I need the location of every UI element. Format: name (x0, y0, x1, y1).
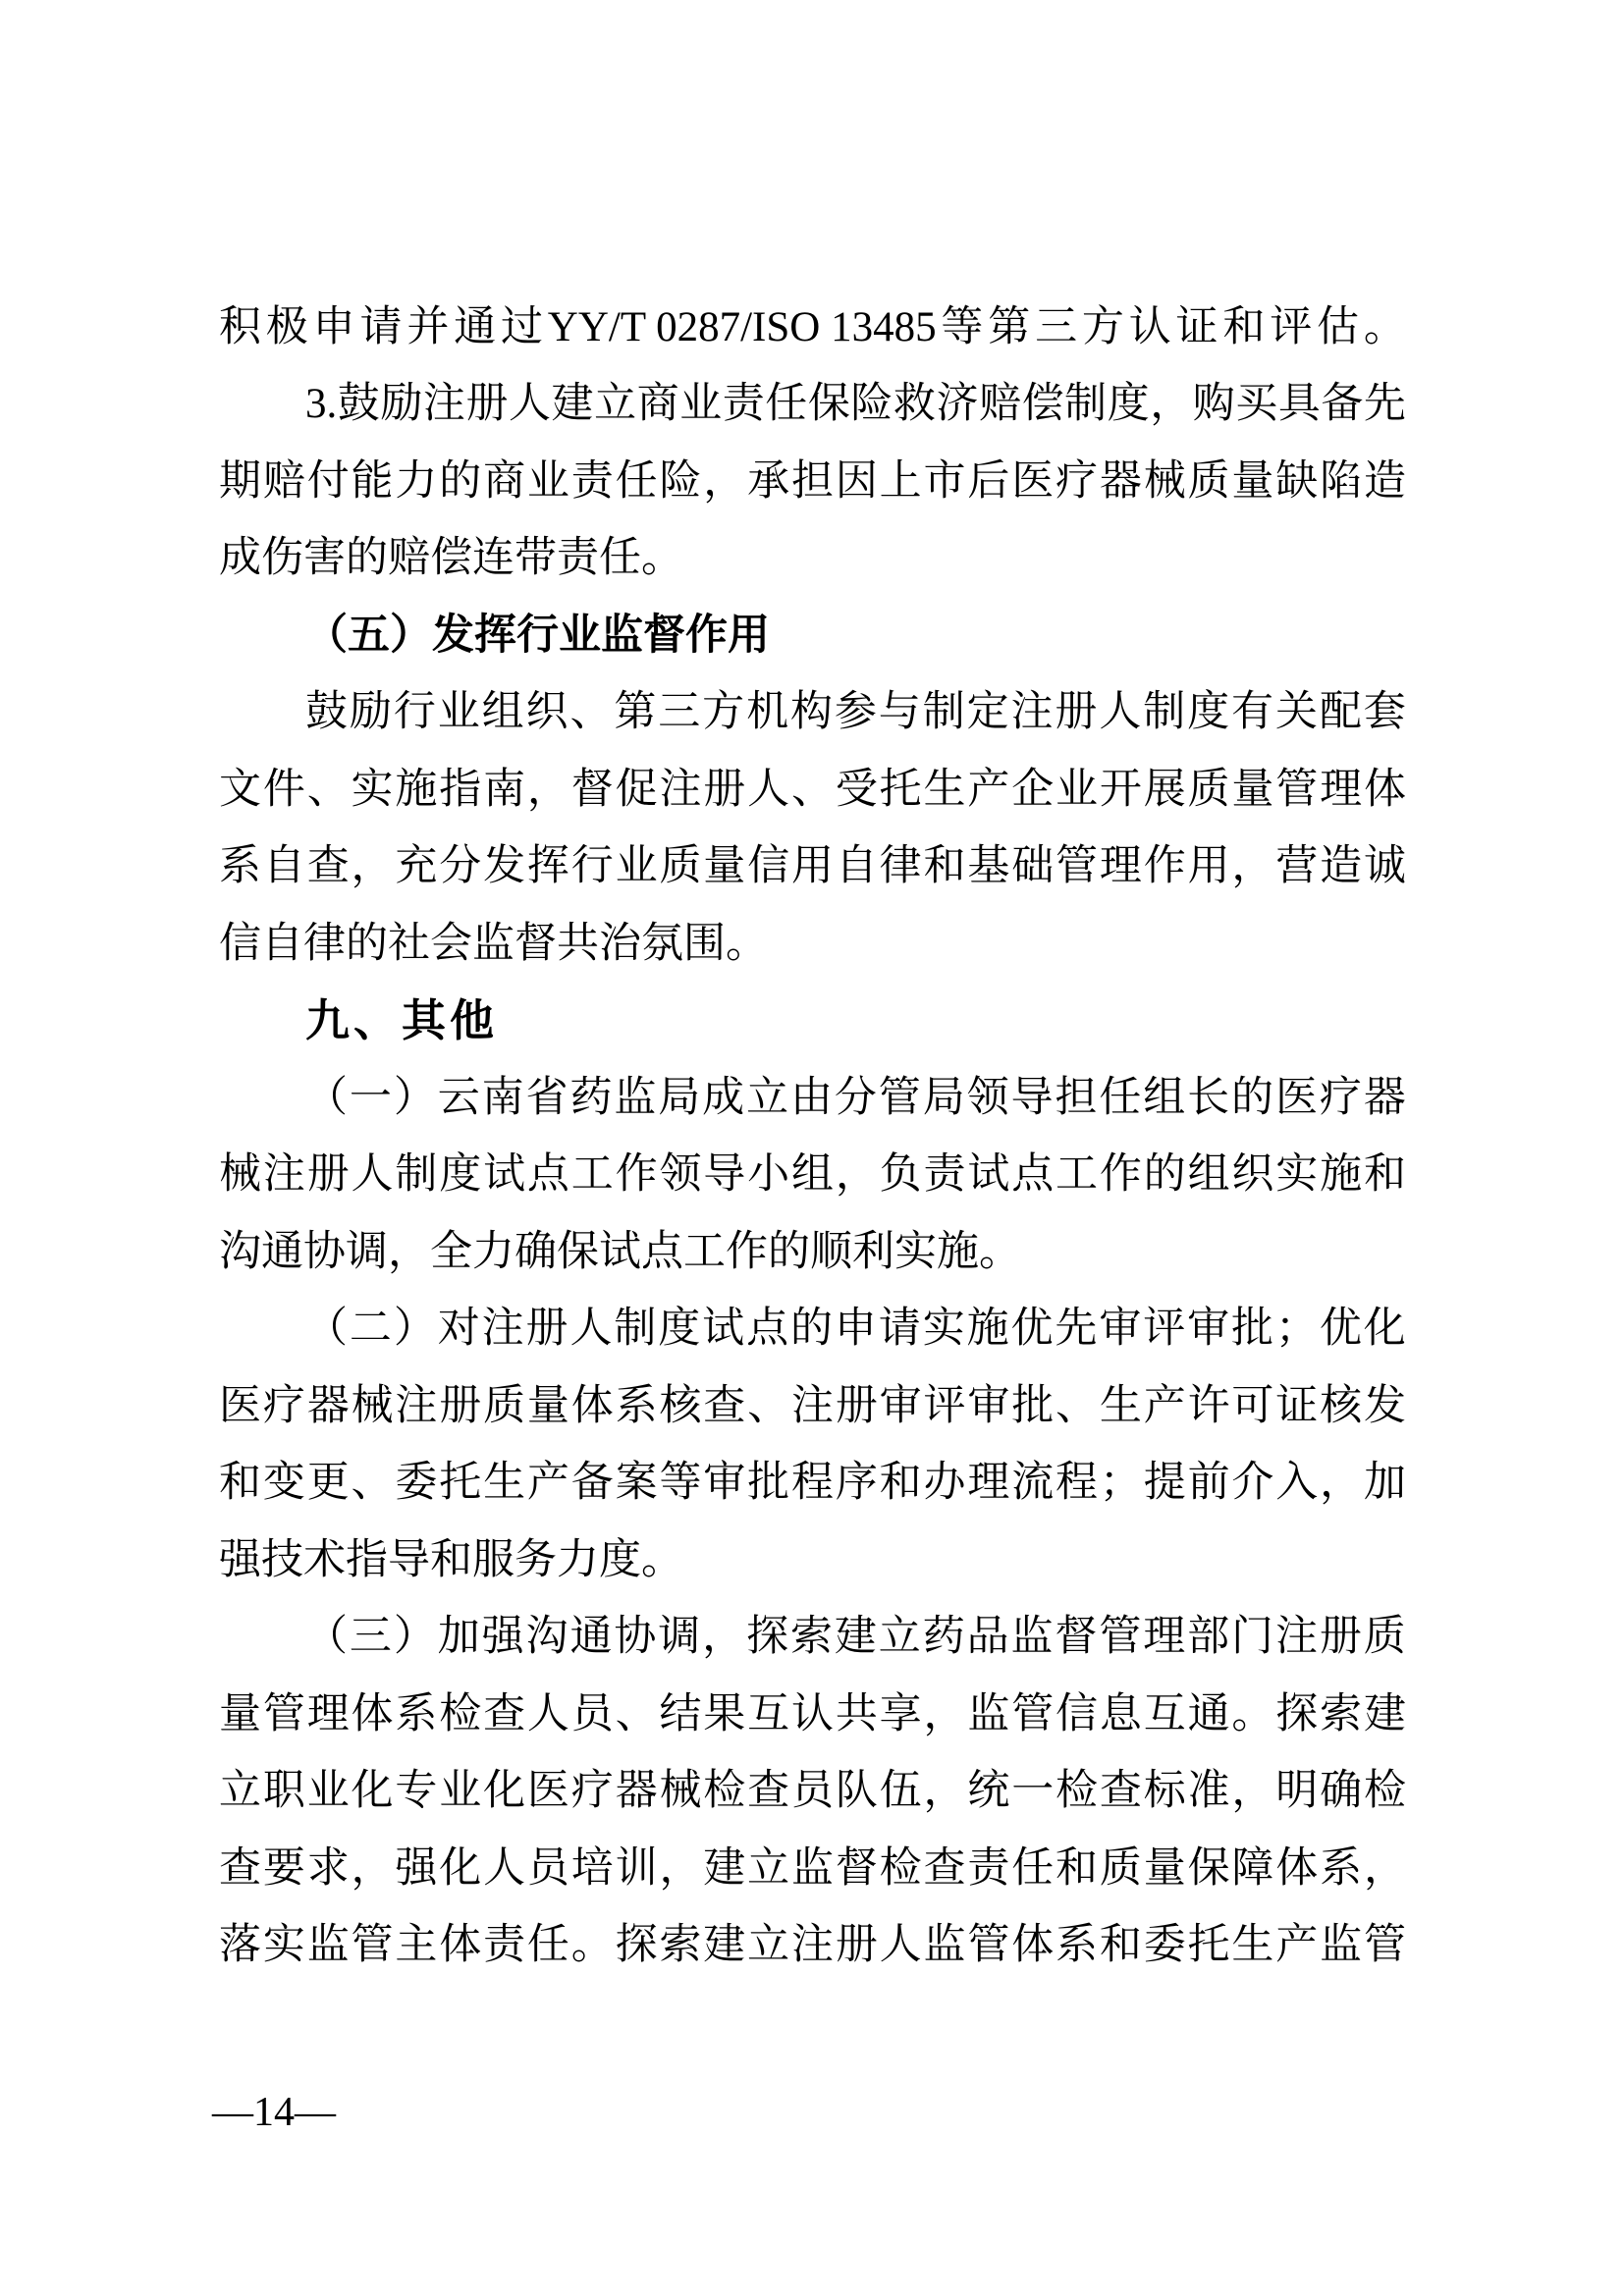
text-line: 立 职 业 化 专 业 化 医 疗 器 械 检 查 员 队 伍 ， 统 一 检 查 标 准 ， 明 确 检 (219, 1768, 1406, 1815)
text-line: （ 三 ） 加 强 沟 通 协 调 ， 探 索 建 立 药 品 监 督 管 理 部 门 注 册 质 (305, 1614, 1406, 1661)
text-line: （ 二 ） 对 注 册 人 制 度 试 点 的 申 请 实 施 优 先 审 评 审 批 ； 优 化 (305, 1306, 1406, 1353)
text-line: 查 要 求 ， 强 化 人 员 培 训 ， 建 立 监 督 检 查 责 任 和 质 量 保 障 体 系 ， (219, 1844, 1406, 1892)
text-line: 系 自 查 ， 充 分 发 挥 行 业 质 量 信 用 自 律 和 基 础 管 理 作 用 ， 营 造 诚 (219, 843, 1406, 890)
text-line: 和 变 更 、 委 托 生 产 备 案 等 审 批 程 序 和 办 理 流 程 ； 提 前 介 入 ， 加 (219, 1460, 1406, 1507)
text-line: 量 管 理 体 系 检 查 人 员 、 结 果 互 认 共 享 ， 监 管 信 息 互 通 。 探 索 建 (219, 1690, 1406, 1737)
text-line: 医 疗 器 械 注 册 质 量 体 系 核 查 、 注 册 审 评 审 批 、 生 产 许 可 证 核 发 (219, 1382, 1406, 1429)
text-block (219, 289, 1406, 1984)
text-line: 强技术指导和服务力度。 (219, 1536, 683, 1583)
text-line: 期 赔 付 能 力 的 商 业 责 任 险 ， 承 担 因 上 市 后 医 疗 器 械 质 量 缺 陷 造 (219, 457, 1406, 505)
text-line: 落 实 监 管 主 体 责 任 。 探 索 建 立 注 册 人 监 管 体 系 和 委 托 生 产 监 管 (219, 1922, 1406, 1969)
text-line: 3. 鼓 励 注 册 人 建 立 商 业 责 任 保 险 救 济 赔 偿 制 度 ， 购 买 具 备 先 (305, 381, 1406, 428)
text-line: 积 极 申 请 并 通 过 YY/T 0287/ISO 13485 等 第 三 方 认 证 和 评 估 。 (219, 303, 1406, 350)
page-number: —14— (212, 2090, 336, 2135)
text-line: 文 件 、 实 施 指 南 ， 督 促 注 册 人 、 受 托 生 产 企 业 开 展 质 量 管 理 体 (219, 766, 1406, 813)
text-line: 成伤害的赔偿连带责任。 (219, 535, 683, 582)
text-line: 沟通协调，全力确保试点工作的顺利实施。 (219, 1228, 1021, 1275)
text-line: 鼓 励 行 业 组 织 、 第 三 方 机 构 参 与 制 定 注 册 人 制 度 有 关 配 套 (305, 689, 1406, 736)
section-heading: （五）发挥行业监督作用 (305, 612, 770, 659)
text-line: 械 注 册 人 制 度 试 点 工 作 领 导 小 组 ， 负 责 试 点 工 作 的 组 织 实 施 和 (219, 1151, 1406, 1199)
section-heading: 九、其他 (305, 994, 499, 1047)
text-line: 信自律的社会监督共治氛围。 (219, 920, 768, 967)
text-line: （ 一 ） 云 南 省 药 监 局 成 立 由 分 管 局 领 导 担 任 组 长 的 医 疗 器 (305, 1074, 1406, 1121)
